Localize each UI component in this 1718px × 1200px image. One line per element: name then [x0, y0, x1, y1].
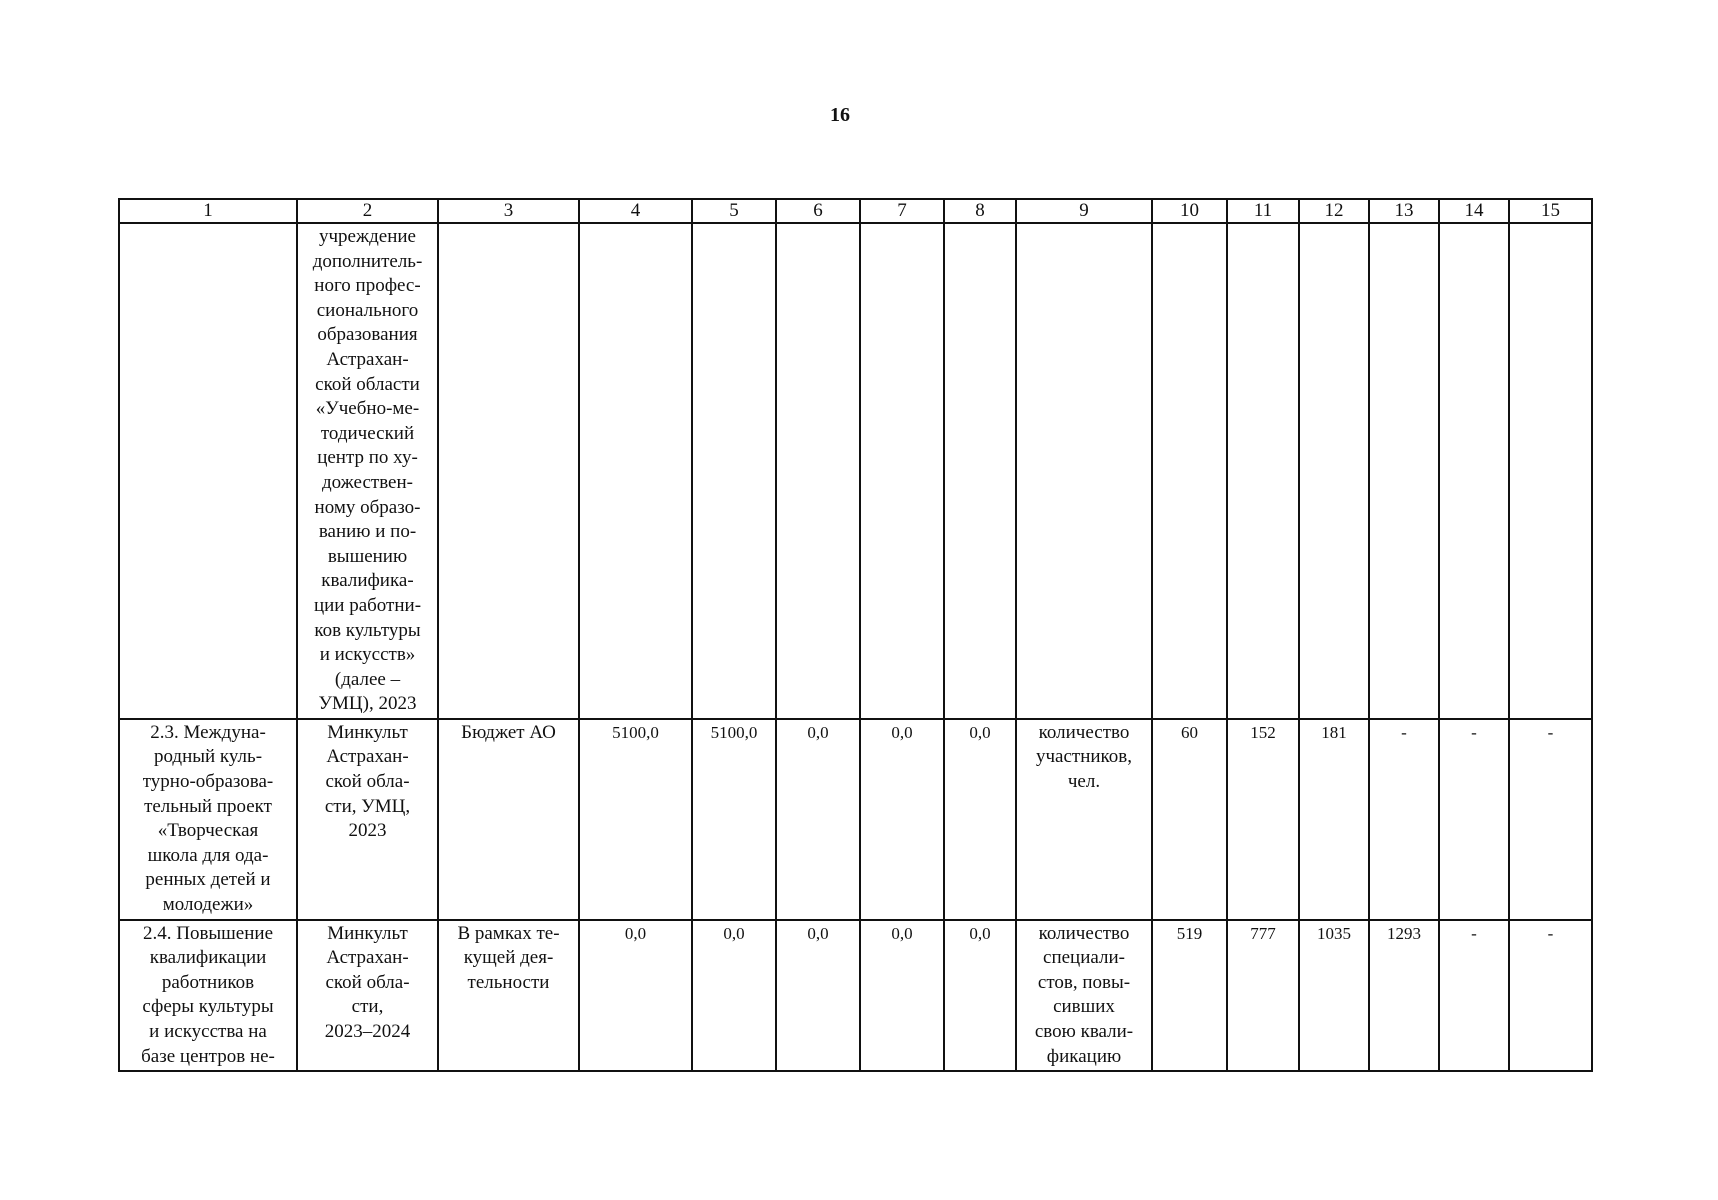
column-number: 13: [1369, 199, 1439, 223]
column-number: 12: [1299, 199, 1369, 223]
column-number: 5: [692, 199, 776, 223]
indicator-value-cell: [1152, 223, 1227, 719]
indicator-cell: количество участников, чел.: [1016, 719, 1152, 920]
column-number: 15: [1509, 199, 1592, 223]
indicator-value-cell: 181: [1299, 719, 1369, 920]
funding-source-cell: [438, 223, 579, 719]
indicator-value-cell: 152: [1227, 719, 1299, 920]
indicator-value-cell: 1035: [1299, 920, 1369, 1072]
column-number: 1: [119, 199, 297, 223]
value-cell: 0,0: [692, 920, 776, 1072]
column-number: 10: [1152, 199, 1227, 223]
table-row: [119, 223, 1592, 719]
indicator-value-cell: [1299, 223, 1369, 719]
value-cell: [579, 223, 692, 719]
table-row: [119, 719, 1592, 920]
indicator-value-cell: 1293: [1369, 920, 1439, 1072]
executor-cell: учреждение дополнитель- ного профес- сионального образования Астрахан- ской области «Учебно-ме- тодический центр по ху- дожествен- ному образо- ванию и по- вышению квалифика- ции работни- ков культуры и искусств» (далее – УМЦ), 2023: [297, 223, 438, 719]
indicator-value-cell: -: [1439, 920, 1509, 1072]
value-cell: 0,0: [579, 920, 692, 1072]
indicator-value-cell: -: [1369, 719, 1439, 920]
column-number: 2: [297, 199, 438, 223]
executor-cell: Минкульт Астрахан- ской обла- сти, 2023–2024: [297, 920, 438, 1072]
indicator-cell: количество специали- стов, повы- сивших свою квали- фикацию: [1016, 920, 1152, 1072]
value-cell: 0,0: [944, 920, 1016, 1072]
indicator-value-cell: [1509, 223, 1592, 719]
value-cell: [860, 223, 944, 719]
column-number: 3: [438, 199, 579, 223]
indicator-value-cell: 777: [1227, 920, 1299, 1072]
indicator-value-cell: -: [1509, 920, 1592, 1072]
indicator-value-cell: [1439, 223, 1509, 719]
value-cell: [944, 223, 1016, 719]
column-number: 7: [860, 199, 944, 223]
funding-source-cell: В рамках те- кущей дея- тельности: [438, 920, 579, 1072]
value-cell: 0,0: [860, 920, 944, 1072]
value-cell: 0,0: [776, 719, 860, 920]
value-cell: 0,0: [776, 920, 860, 1072]
column-number: 9: [1016, 199, 1152, 223]
value-cell: [776, 223, 860, 719]
value-cell: 0,0: [944, 719, 1016, 920]
indicator-value-cell: 60: [1152, 719, 1227, 920]
indicator-cell: [1016, 223, 1152, 719]
column-number-row: [119, 199, 1592, 223]
page-number: 16: [830, 104, 850, 126]
value-cell: 5100,0: [579, 719, 692, 920]
table-row: [119, 920, 1592, 1072]
event-name-cell: 2.3. Междуна- родный куль- турно-образова- тельный проект «Творческая школа для ода- ренных детей и молодежи»: [119, 719, 297, 920]
indicator-value-cell: [1369, 223, 1439, 719]
indicator-value-cell: -: [1439, 719, 1509, 920]
column-number: 4: [579, 199, 692, 223]
program-table: [118, 198, 1593, 1072]
indicator-value-cell: [1227, 223, 1299, 719]
column-number: 6: [776, 199, 860, 223]
executor-cell: Минкульт Астрахан- ской обла- сти, УМЦ, 2023: [297, 719, 438, 920]
column-number: 11: [1227, 199, 1299, 223]
value-cell: 0,0: [860, 719, 944, 920]
value-cell: 5100,0: [692, 719, 776, 920]
value-cell: [692, 223, 776, 719]
indicator-value-cell: -: [1509, 719, 1592, 920]
event-name-cell: 2.4. Повышение квалификации работников сферы культуры и искусства на базе центров не-: [119, 920, 297, 1072]
event-name-cell: [119, 223, 297, 719]
column-number: 14: [1439, 199, 1509, 223]
funding-source-cell: Бюджет АО: [438, 719, 579, 920]
indicator-value-cell: 519: [1152, 920, 1227, 1072]
column-number: 8: [944, 199, 1016, 223]
